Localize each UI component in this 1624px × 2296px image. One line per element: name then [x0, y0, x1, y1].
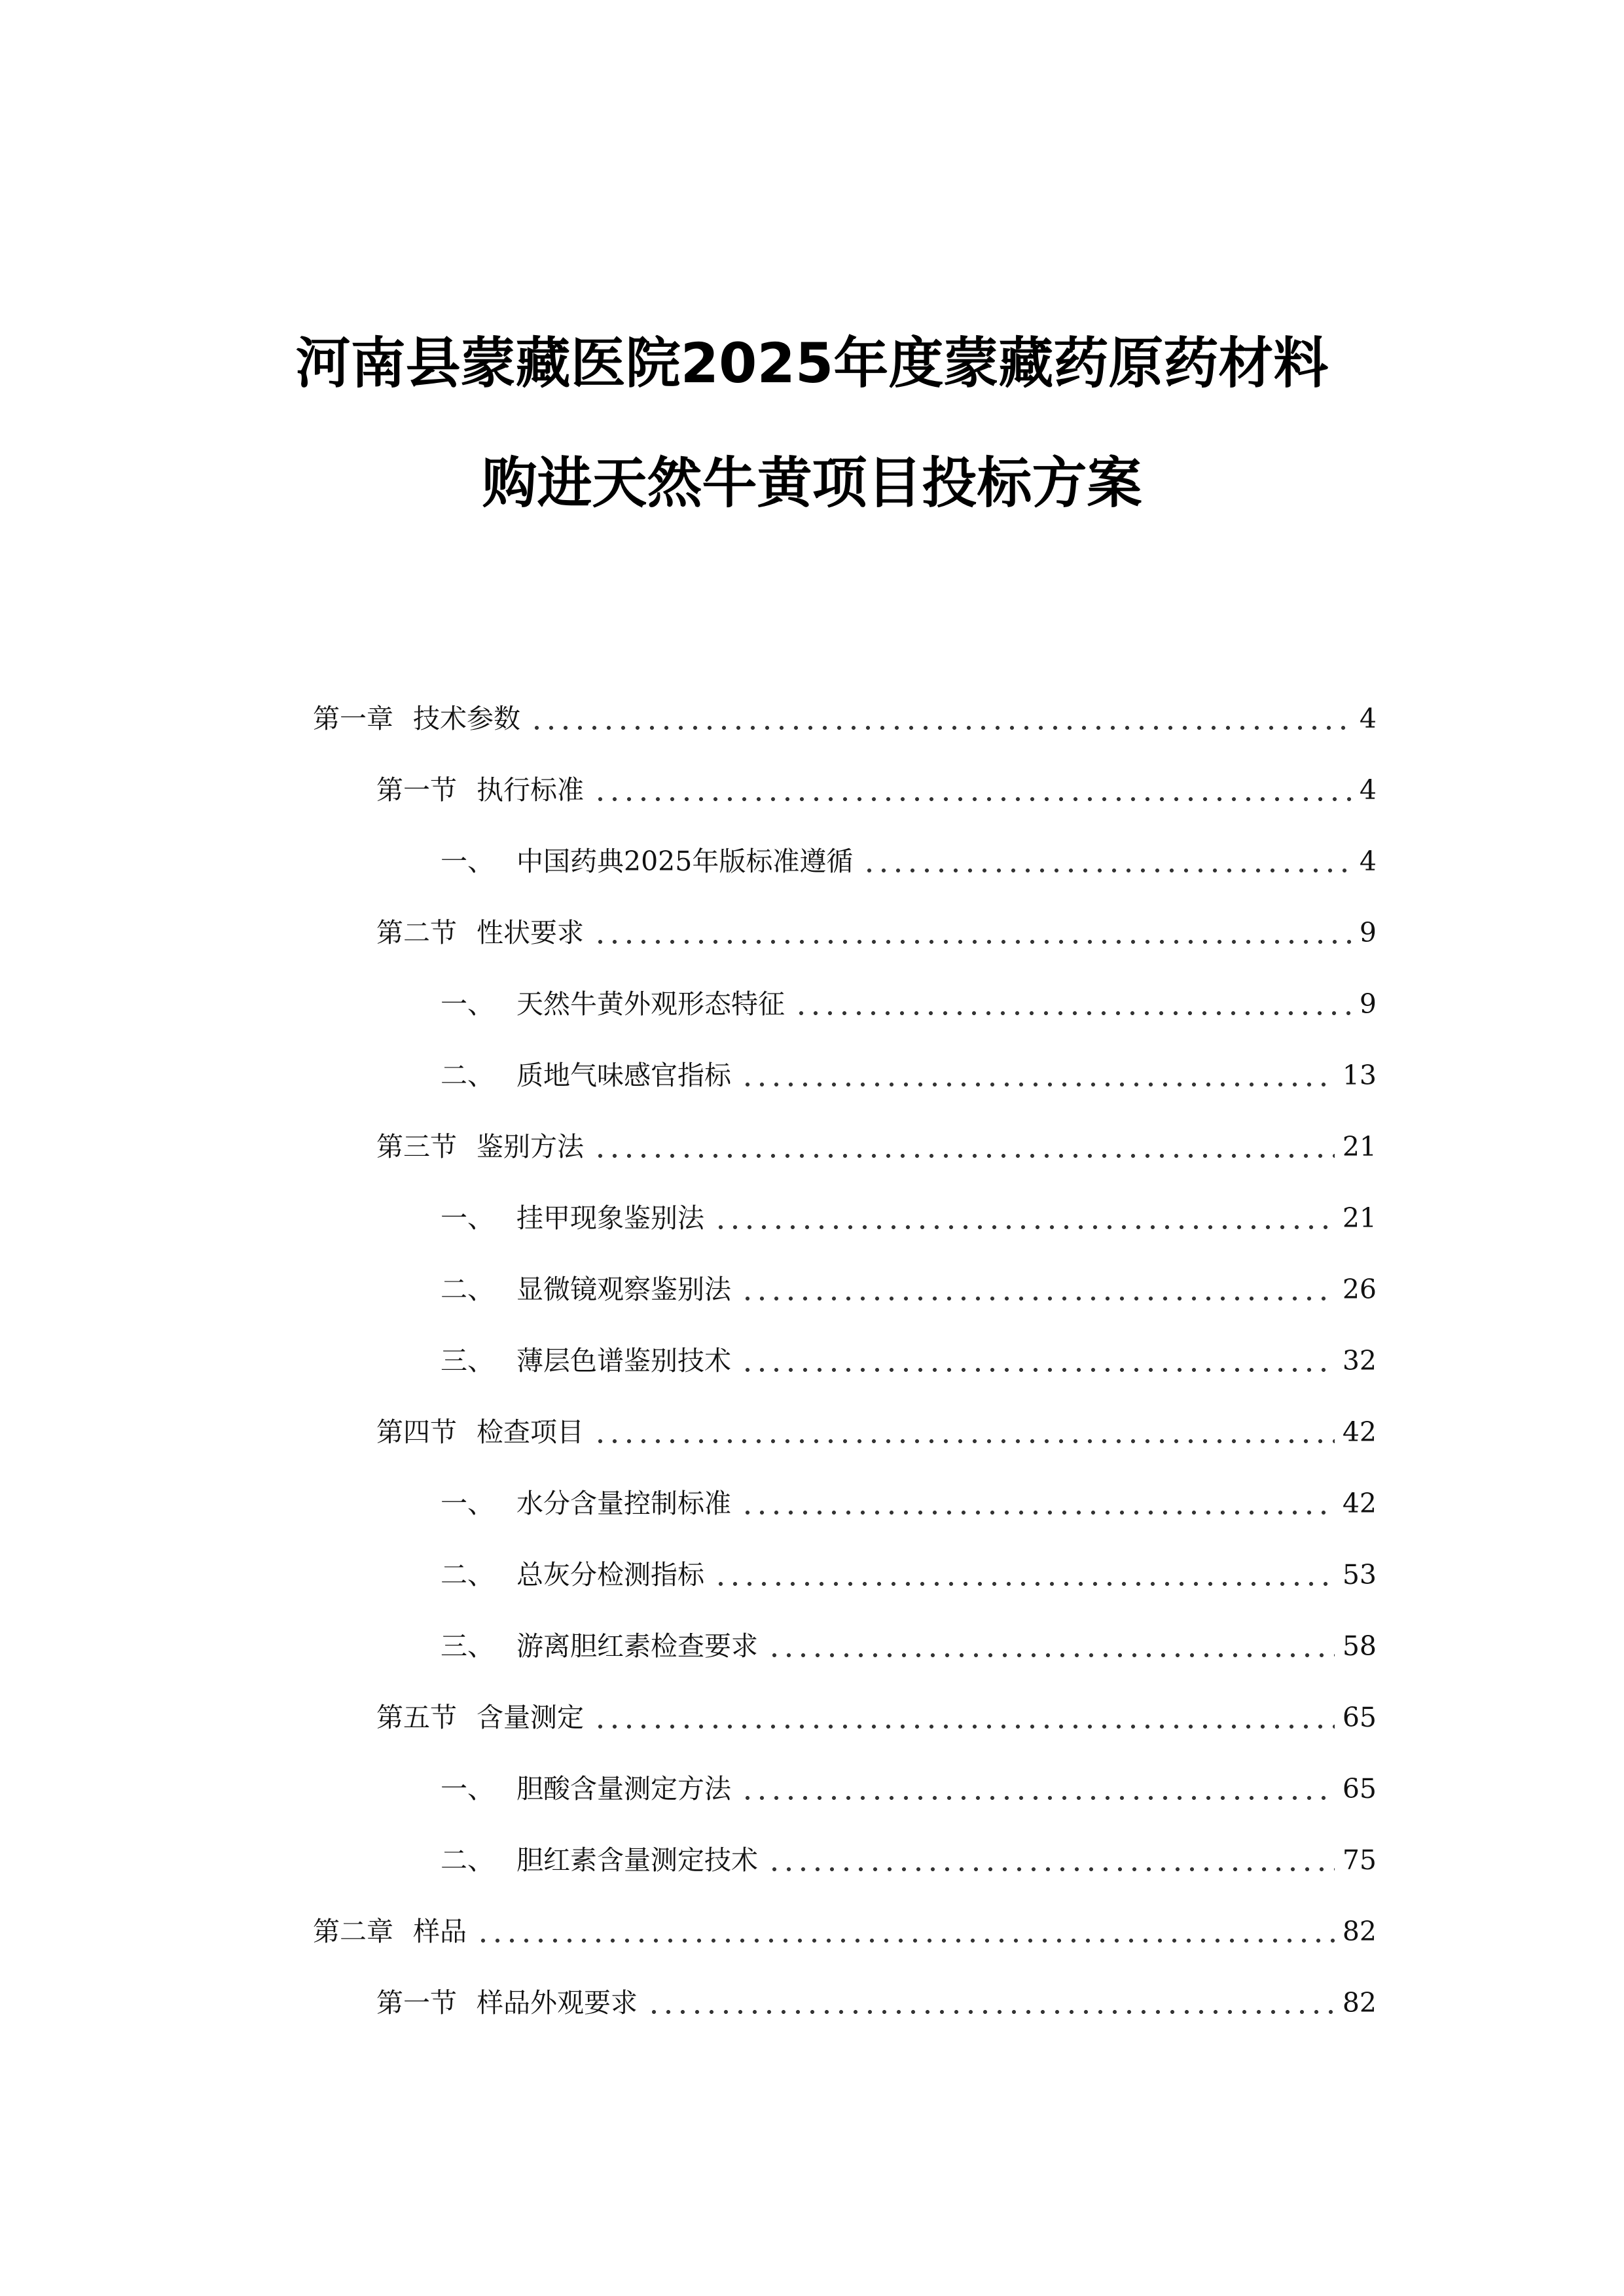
toc-dot-leader: [740, 1794, 1335, 1802]
toc-entry-label: 样品: [413, 1916, 467, 1947]
toc-entry-item-1-2-1[interactable]: [441, 984, 1377, 1024]
toc-entry-prefix: 一、: [441, 988, 494, 1020]
toc-entry-prefix: 二、: [441, 1559, 494, 1590]
toc-page-number: 42: [1342, 1416, 1377, 1448]
toc-page-number: 4: [1359, 703, 1377, 734]
toc-dot-leader: [713, 1223, 1335, 1231]
toc-dot-leader: [740, 1366, 1335, 1374]
toc-entry-label: 鉴别方法: [477, 1131, 584, 1162]
toc-dot-leader: [740, 1509, 1335, 1516]
toc-entry-title: [441, 1056, 731, 1095]
toc-entry-prefix: 三、: [441, 1630, 494, 1662]
toc-dot-leader: [530, 724, 1352, 732]
toc-entry-title: [441, 1341, 731, 1380]
toc-page-number: 58: [1342, 1630, 1377, 1662]
toc-entry-label: 中国药典2025年版标准遵循: [516, 846, 854, 877]
toc-entry-label: 胆红素含量测定技术: [516, 1844, 758, 1876]
toc-entry-prefix: 第一章: [313, 703, 393, 734]
toc-entry-section-1-2[interactable]: [376, 913, 1377, 952]
toc-entry-prefix: 一、: [441, 1202, 494, 1234]
toc-entry-label: 执行标准: [477, 774, 584, 806]
toc-entry-label: 样品外观要求: [477, 1987, 638, 2018]
title-line-2: 购进天然牛黄项目投标方案: [482, 451, 1142, 515]
toc-entry-prefix: 三、: [441, 1345, 494, 1376]
toc-entry-prefix: 第一节: [376, 1987, 457, 2018]
toc-entry-title: [376, 1127, 584, 1166]
toc-page-number: 21: [1342, 1131, 1377, 1162]
toc-dot-leader: [713, 1580, 1335, 1588]
toc-entry-title: [313, 699, 520, 738]
toc-dot-leader: [740, 1295, 1335, 1302]
toc-entry-label: 挂甲现象鉴别法: [516, 1202, 704, 1234]
toc-page-number: 53: [1342, 1559, 1377, 1590]
toc-entry-section-2-1[interactable]: [376, 1983, 1377, 2022]
toc-entry-prefix: 第二节: [376, 917, 457, 948]
toc-entry-prefix: 二、: [441, 1844, 494, 1876]
toc-entry-item-1-4-2[interactable]: [441, 1555, 1377, 1594]
toc-dot-leader: [767, 1651, 1335, 1659]
toc-entry-prefix: 第二章: [313, 1916, 393, 1947]
toc-page-number: 21: [1342, 1202, 1377, 1234]
toc-dot-leader: [647, 2008, 1335, 2016]
toc-entry-prefix: 第四节: [376, 1416, 457, 1448]
toc-entry-label: 胆酸含量测定方法: [516, 1773, 731, 1804]
toc-entry-label: 质地气味感官指标: [516, 1060, 731, 1091]
toc-entry-title: [376, 1698, 584, 1737]
toc-page-number: 75: [1342, 1844, 1377, 1876]
toc-dot-leader: [740, 1081, 1335, 1088]
toc-entry-prefix: 第一节: [376, 774, 457, 806]
toc-entry-item-1-5-1[interactable]: [441, 1769, 1377, 1808]
toc-entry-prefix: 二、: [441, 1060, 494, 1091]
toc-page-number: 65: [1342, 1773, 1377, 1804]
toc-entry-prefix: 一、: [441, 1488, 494, 1519]
toc-page-number: 42: [1342, 1488, 1377, 1519]
toc-entry-section-1-1[interactable]: [376, 770, 1377, 810]
toc-entry-prefix: 一、: [441, 1773, 494, 1804]
toc-entry-section-1-3[interactable]: [376, 1127, 1377, 1166]
toc-entry-item-1-4-3[interactable]: [441, 1626, 1377, 1666]
toc-page-number: 9: [1359, 988, 1377, 1020]
toc-entry-section-1-4[interactable]: [376, 1412, 1377, 1452]
toc-page-number: 65: [1342, 1702, 1377, 1733]
toc-entry-item-1-4-1[interactable]: [441, 1484, 1377, 1523]
toc-entry-prefix: 二、: [441, 1274, 494, 1305]
toc-dot-leader: [593, 1152, 1335, 1160]
toc-dot-leader: [767, 1865, 1335, 1873]
toc-page-number: 26: [1342, 1274, 1377, 1305]
toc-entry-item-1-1-1[interactable]: [441, 842, 1377, 881]
toc-entry-label: 水分含量控制标准: [516, 1488, 731, 1519]
toc-page-number: 4: [1359, 774, 1377, 806]
toc-dot-leader: [862, 867, 1352, 874]
toc-dot-leader: [476, 1937, 1335, 1945]
toc-dot-leader: [593, 795, 1352, 803]
toc-entry-title: [441, 1840, 758, 1880]
toc-entry-chapter-2[interactable]: [313, 1912, 1377, 1951]
toc-page-number: 13: [1342, 1060, 1377, 1091]
toc-entry-label: 显微镜观察鉴别法: [516, 1274, 731, 1305]
toc-entry-title: [441, 984, 785, 1024]
toc-entry-label: 天然牛黄外观形态特征: [516, 988, 785, 1020]
toc-entry-prefix: 一、: [441, 846, 494, 877]
toc-entry-label: 总灰分检测指标: [516, 1559, 704, 1590]
toc-entry-title: [376, 913, 584, 952]
toc-entry-label: 薄层色谱鉴别技术: [516, 1345, 731, 1376]
toc-entry-title: [441, 1270, 731, 1309]
toc-entry-title: [376, 1983, 638, 2022]
toc-entry-section-1-5[interactable]: [376, 1698, 1377, 1737]
title-line-1: 河南县蒙藏医院2025年度蒙藏药原药材料: [295, 331, 1329, 395]
toc-entry-title: [441, 1198, 704, 1238]
toc-dot-leader: [593, 1437, 1335, 1445]
toc-entry-title: [441, 1555, 704, 1594]
toc-entry-item-1-3-1[interactable]: [441, 1198, 1377, 1238]
toc-entry-title: [313, 1912, 467, 1951]
toc-entry-prefix: 第五节: [376, 1702, 457, 1733]
toc-entry-title: [441, 1626, 758, 1666]
toc-entry-title: [376, 770, 584, 810]
toc-entry-item-1-2-2[interactable]: [441, 1056, 1377, 1095]
toc-entry-item-1-3-3[interactable]: [441, 1341, 1377, 1380]
toc-entry-label: 技术参数: [413, 703, 520, 734]
toc-entry-label: 含量测定: [477, 1702, 584, 1733]
toc-dot-leader: [593, 1723, 1335, 1731]
toc-page-number: 4: [1359, 846, 1377, 877]
toc-entry-prefix: 第三节: [376, 1131, 457, 1162]
toc-dot-leader: [593, 938, 1352, 946]
toc-entry-title: [441, 1769, 731, 1808]
toc-page-number: 9: [1359, 917, 1377, 948]
toc-page-number: 82: [1342, 1987, 1377, 2018]
toc-entry-chapter-1[interactable]: [313, 699, 1377, 738]
toc-entry-title: [441, 1484, 731, 1523]
toc-entry-item-1-5-2[interactable]: [441, 1840, 1377, 1880]
toc-entry-item-1-3-2[interactable]: [441, 1270, 1377, 1309]
toc-entry-label: 游离胆红素检查要求: [516, 1630, 758, 1662]
toc-page-number: 82: [1342, 1916, 1377, 1947]
document-title: [0, 331, 1624, 516]
toc-entry-label: 检查项目: [477, 1416, 584, 1448]
toc-page-number: 32: [1342, 1345, 1377, 1376]
toc-entry-label: 性状要求: [477, 917, 584, 948]
toc-entry-title: [441, 842, 853, 881]
toc-entry-title: [376, 1412, 584, 1452]
toc-dot-leader: [794, 1009, 1352, 1017]
